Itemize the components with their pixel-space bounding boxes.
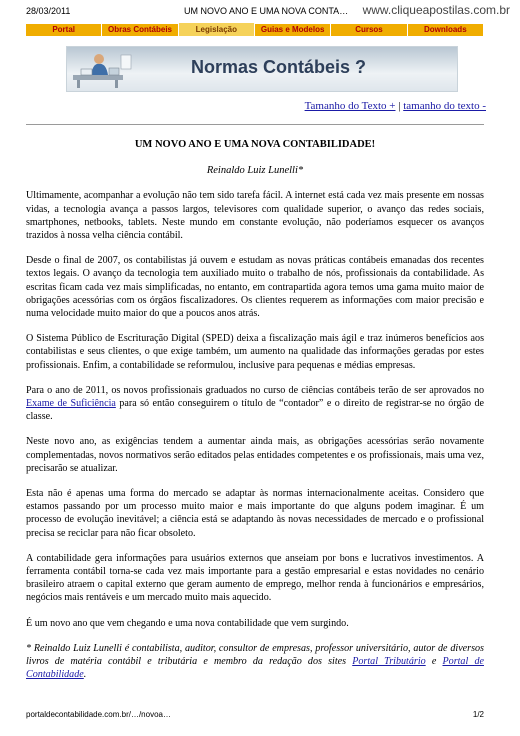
- article: [26, 138, 484, 694]
- accountant-figure-icon: [71, 49, 133, 89]
- paragraph-2: Desde o final de 2007, os contabilistas já ouvem e estudam as novas práticas contábeis emanadas dos recentes textos legais. O avanço da tecnologia tem auxiliado muito o trabalho de nós, profissionais da contabilidade. As escritas ficam cada vez mais simplificadas, no entanto, em contrapartida agora temos uma gama muito maior de obrigações acessórias com os órgãos fiscalizadores. Os clientes requerem as informações com maior precisão e numa velocidade muito maior do que a poucos anos atrás.: [26, 255, 484, 320]
- nav-item-obras-contabeis[interactable]: Obras Contábeis: [102, 24, 178, 36]
- increase-text-size-link[interactable]: Tamanho do Texto +: [304, 100, 396, 112]
- paragraph-5: Neste novo ano, as exigências tendem a aumentar ainda mais, as obrigações acessórias serão novamente complementadas, novos normativos serão editados pelas entidades competentes e os profissionais, mais uma vez, precisarão se atualizar.: [26, 436, 484, 474]
- text-size-controls: [305, 100, 486, 112]
- portal-de-contabilidade-link[interactable]: Portal de Contabilidade: [26, 656, 484, 681]
- watermark-site: www.cliqueapostilas.com.br: [362, 3, 510, 17]
- nav-item-cursos[interactable]: Cursos: [331, 24, 407, 36]
- banner-title: Normas Contábeis ?: [191, 57, 367, 77]
- article-author: Reinaldo Luiz Lunelli*: [206, 165, 304, 177]
- nav-item-downloads[interactable]: Downloads: [408, 24, 484, 36]
- size-separator: |: [395, 100, 404, 112]
- paragraph-4: [26, 384, 484, 424]
- paragraph-1: Ultimamente, acompanhar a evolução não tem sido tarefa fácil. A internet está cada vez mais presente em nossas vidas, a tecnologia avança a passos largos, televisores com qualidade superior, o avanço das redes sociais, smartphones, netbooks, tablets. Neste mundo em constante evolução, não poderíamos esquecer os avanços trazidos à nossa velha ciência contábil.: [26, 190, 484, 242]
- print-page-title: UM NOVO ANO E UMA NOVA CONTA…: [184, 6, 349, 16]
- author-note-text-b: e: [425, 656, 443, 668]
- author-note: [26, 642, 484, 682]
- nav-item-guias-e-modelos[interactable]: Guias e Modelos: [255, 24, 331, 36]
- print-date: 28/03/2011: [26, 6, 71, 16]
- paragraph-4-text-b: para só então conseguirem o título de “contador” e o direito de registrar-se no órgão de classe.: [26, 398, 485, 423]
- author-note-text-c: .: [83, 669, 87, 681]
- print-page-number: 1/2: [472, 710, 484, 719]
- paragraph-7: A contabilidade gera informações para usuários externos que anseiam por bons e lucrativos investimentos. A ferramenta contábil torna-se cada vez mais importante para a gestão empresarial e estas novidades no cenário brasileiro atraem o capital externo que geram aumento de emprego, melhor renda à funcionários e empresários, negócios mais rentáveis e um mercado muito mais aquecido.: [26, 552, 484, 604]
- paragraph-4-text-a: Para o ano de 2011, os novos profissionais graduados no curso de ciências contábeis terão de ser aprovados no: [26, 384, 484, 396]
- top-divider: [26, 124, 484, 125]
- nav-item-legislacao[interactable]: Legislação: [179, 22, 255, 36]
- section-banner: [66, 46, 458, 92]
- author-note-text-a: * Reinaldo Luiz Lunelli é contabilista, auditor, consultor de empresas, professor universitário, autor de diversos livros de matéria contábil e tributária e membro da redação dos sites: [26, 642, 484, 668]
- print-footer-url: portaldecontabilidade.com.br/…/novoa…: [26, 710, 171, 719]
- exame-de-suficiencia-link[interactable]: Exame de Suficiência: [26, 398, 116, 410]
- nav-item-portal[interactable]: Portal: [26, 24, 102, 36]
- article-title: UM NOVO ANO E UMA NOVA CONTABILIDADE!: [134, 139, 376, 150]
- top-nav: [26, 24, 484, 36]
- decrease-text-size-link[interactable]: tamanho do texto -: [403, 100, 486, 112]
- paragraph-3: O Sistema Público de Escrituração Digital (SPED) deixa a fiscalização mais ágil e traz inúmeros benefícios aos contabilistas e seus clientes, o que exige também, um aumento na qualidade das informações geradas por estes profissionais. Enfim, a contabilidade se reformulou, inclusive para pequenas e médias empresas.: [26, 333, 484, 371]
- paragraph-8: É um novo ano que vem chegando e uma nova contabilidade que vem surgindo.: [26, 617, 349, 629]
- paragraph-6: Esta não é apenas uma forma do mercado se adaptar às normas internacionalmente aceitas. Considero que estamos passando por um processo muito maior e mais importante do que alguns podem imaginar. É um processo de evolução inevitável; a ciência está se adaptando às novas necessidades de mercado e o profissional precisa se reciclar para não ficar obsoleto.: [26, 488, 484, 539]
- portal-tributario-link[interactable]: Portal Tributário: [352, 656, 426, 668]
